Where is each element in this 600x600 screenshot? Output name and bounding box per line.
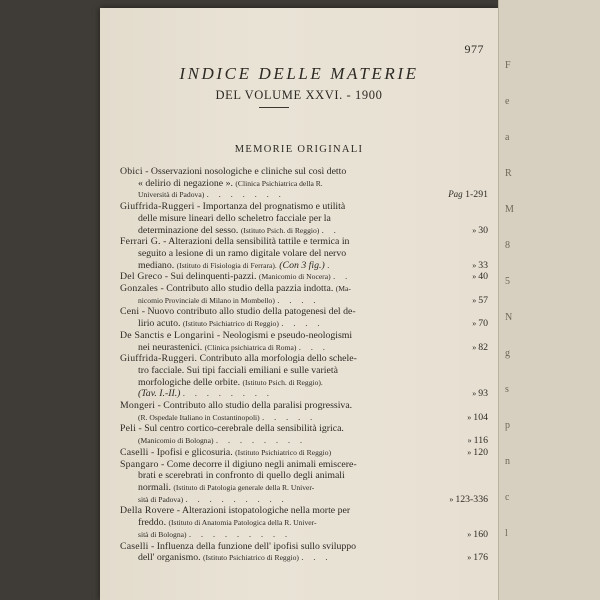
- ditto-mark: »: [467, 436, 474, 446]
- entry-text: - Alterazioni della sensibilità tattile e termica in: [160, 236, 350, 248]
- entry-text: nei neurastenici.: [138, 341, 205, 353]
- entry-text: normali.: [138, 481, 174, 493]
- entry-text: « delirio di negazione ».: [138, 177, 236, 189]
- entry-author: Giuffrida-Ruggeri: [120, 201, 195, 213]
- entry-line: [120, 225, 488, 237]
- entry-author: Ferrari G.: [120, 236, 161, 248]
- entry-line: [120, 236, 488, 248]
- page-prefix: Pag: [448, 189, 463, 200]
- entry-line: [120, 423, 488, 435]
- page-ref-number: 160: [473, 528, 488, 540]
- entry-institution: nicomio Provinciale di Milano in Mombello): [138, 295, 275, 305]
- entry-text: - Neologismi e pseudo-neologismi: [214, 329, 353, 341]
- entry-line: [120, 517, 488, 529]
- entry-line: [120, 412, 488, 424]
- entry-text: seguito a lesione di un ramo digitale volare del nervo: [138, 247, 347, 259]
- entry-author: Ceni: [120, 306, 140, 318]
- entry-line: [120, 213, 488, 225]
- leader-dots: . . . . . . . . .: [185, 494, 288, 504]
- page-ref-number: 82: [478, 341, 488, 353]
- leader-dots: . . . .: [281, 319, 324, 329]
- ditto-mark: »: [472, 272, 479, 282]
- section-heading: MEMORIE ORIGINALI: [234, 144, 364, 155]
- entry-institution: (Istituto Psich. di Reggio): [240, 225, 320, 235]
- entry-institution: (R. Ospedale Italiano in Costantinopoli): [138, 412, 260, 422]
- index-entry: [120, 353, 488, 400]
- entry-line: [120, 178, 488, 190]
- page-number: 977: [464, 42, 484, 56]
- margin-letter: n: [505, 456, 510, 467]
- entry-line: [120, 529, 488, 541]
- entry-institution: sità di Padova): [138, 494, 184, 504]
- entry-institution: (Istituto Psichiatrico di Reggio): [235, 447, 332, 457]
- ditto-mark: »: [467, 553, 474, 563]
- page-ref-number: 57: [478, 294, 488, 306]
- entry-page-ref: [467, 412, 488, 424]
- entry-text: delle misure lineari dello scheletro facciale per la: [138, 212, 331, 224]
- entry-text: brati e scerebrati in confronto di quello degli animali: [138, 470, 345, 482]
- page-ref-number: 1-291: [465, 189, 488, 201]
- index-entry: [120, 330, 488, 353]
- entry-line: [120, 353, 488, 365]
- entry-author: Mongeri: [120, 400, 156, 412]
- entry-institution: (Manicomio di Nocera): [258, 272, 331, 282]
- margin-letter: p: [505, 420, 510, 431]
- entry-text: Contributo alla morfologia dello schele-: [197, 353, 357, 365]
- leader-dots: . .: [333, 272, 352, 282]
- entry-line: [120, 271, 488, 283]
- entry-line: [120, 166, 488, 178]
- entry-institution: (Istituto Psichiatrico di Reggio): [182, 319, 279, 329]
- entry-line: [120, 470, 488, 482]
- ditto-mark: »: [472, 342, 479, 352]
- page-ref-number: 70: [478, 318, 488, 330]
- entry-page-ref: [472, 225, 488, 237]
- entry-text: - Osservazioni nosologiche e cliniche sul così detto: [142, 166, 347, 177]
- entry-line: [120, 342, 488, 354]
- entry-line: [120, 505, 488, 517]
- entry-line: [120, 248, 488, 260]
- margin-letter: F: [505, 60, 511, 71]
- entry-text: tro facciale. Sui tipi facciali emiliani e sulle varietà: [138, 364, 338, 376]
- entry-page-ref: [449, 494, 488, 506]
- index-entry: [120, 423, 488, 446]
- ditto-mark: »: [472, 389, 479, 399]
- entry-text: - Importanza del prognatismo e utilità: [194, 201, 346, 213]
- entry-line: [120, 295, 488, 307]
- entry-institution: (Ma-: [335, 284, 351, 294]
- entry-text: - Nuovo contributo allo studio della patogenesi del de-: [139, 306, 356, 318]
- entry-text: - Ipofisi e glicosuria.: [148, 446, 236, 458]
- margin-letter: 8: [505, 240, 510, 251]
- entry-text: - Contributo allo studio della paralisi progressiva.: [155, 400, 353, 412]
- index-entry: [120, 541, 488, 564]
- entry-line: [120, 494, 488, 506]
- entry-italic-note: (Con 3 fig.): [276, 259, 325, 271]
- margin-letter: M: [505, 204, 514, 215]
- leader-dots: . . . .: [277, 295, 320, 305]
- leader-dots: . .: [321, 225, 340, 235]
- entry-page-ref: [448, 189, 488, 201]
- index-entry: [120, 400, 488, 423]
- margin-letter: N: [505, 312, 513, 323]
- index-entry: [120, 271, 488, 283]
- ditto-mark: »: [472, 260, 479, 270]
- ditto-mark: »: [467, 412, 474, 422]
- margin-letter: g: [505, 348, 510, 359]
- entry-line: [120, 447, 488, 459]
- entry-author: Gonzales: [120, 283, 159, 295]
- margin-letter: l: [505, 528, 508, 539]
- entry-text: morfologiche delle orbite.: [138, 376, 243, 388]
- page-ref-number: 93: [478, 388, 488, 400]
- entry-page-ref: [472, 271, 488, 283]
- entry-page-ref: [472, 260, 488, 272]
- entry-institution: Università di Padova): [138, 190, 205, 200]
- margin-letter: s: [505, 384, 509, 395]
- index-entry: [120, 166, 488, 201]
- entry-page-ref: [472, 318, 488, 330]
- volume-subtitle: DEL VOLUME XXVI. - 1900: [215, 88, 383, 102]
- index-entry: [120, 306, 488, 329]
- entry-institution: (Clinica Psichiatrica della R.: [235, 178, 323, 188]
- entry-text: dell' organismo.: [138, 552, 203, 564]
- page-ref-number: 30: [478, 224, 488, 236]
- margin-letter: 5: [505, 276, 510, 287]
- leader-dots: . . .: [298, 342, 329, 352]
- entry-line: [120, 552, 488, 564]
- entry-author: De Sanctis e Longarini: [120, 329, 215, 341]
- leader-dots: . . . . . . . .: [182, 389, 273, 399]
- entry-page-ref: [472, 342, 488, 354]
- entry-page-ref: [467, 552, 488, 564]
- entry-line: [120, 541, 488, 553]
- ditto-mark: »: [472, 295, 479, 305]
- index-entry: [120, 505, 488, 540]
- entry-line: [120, 482, 488, 494]
- leader-dots: .: [327, 260, 334, 270]
- entry-text: - Contributo allo studio della pazzia indotta.: [158, 283, 336, 295]
- entry-line: [120, 260, 488, 272]
- entry-text: mediano.: [138, 259, 177, 271]
- entry-author: Caselli: [120, 540, 149, 552]
- leader-dots: . . .: [301, 553, 332, 563]
- page-ref-number: 120: [473, 446, 488, 458]
- entry-institution: (Manicomio di Bologna): [138, 436, 214, 446]
- entry-line: [120, 306, 488, 318]
- entry-page-ref: [472, 295, 488, 307]
- entry-line: [120, 330, 488, 342]
- entry-line: [120, 377, 488, 389]
- entry-line: [120, 388, 488, 400]
- ditto-mark: »: [472, 319, 479, 329]
- index-entry: [120, 283, 488, 306]
- index-entry: [120, 201, 488, 236]
- ditto-mark: »: [467, 529, 474, 539]
- page-ref-number: 104: [473, 411, 488, 423]
- entry-author: Peli: [120, 423, 137, 435]
- ditto-mark: »: [472, 225, 479, 235]
- entry-line: [120, 283, 488, 295]
- entry-page-ref: [472, 388, 488, 400]
- entry-text: - Sui delinquenti-pazzi.: [162, 271, 259, 283]
- entry-line: [120, 435, 488, 447]
- entry-page-ref: [467, 529, 488, 541]
- index-title: INDICE DELLE MATERIE: [179, 64, 419, 83]
- page-ref-number: 33: [478, 259, 488, 271]
- leader-dots: . . . . . . .: [206, 190, 285, 200]
- margin-letter: c: [505, 492, 510, 503]
- entry-text: freddo.: [138, 517, 169, 529]
- page-ref-number: 40: [478, 271, 488, 283]
- document-page: [100, 8, 498, 600]
- margin-letter: R: [505, 168, 512, 179]
- page-ref-number: 176: [473, 552, 488, 564]
- entry-author: Obici: [120, 166, 143, 177]
- entry-text: - Come decorre il digiuno negli animali emiscere-: [158, 458, 357, 470]
- entry-text: determinazione del sesso.: [138, 224, 241, 236]
- entry-author: Del Greco: [120, 271, 163, 283]
- entry-author: Caselli: [120, 446, 149, 458]
- entry-text: lirio acuto.: [138, 318, 183, 330]
- entry-institution: (Clinica psichiatrica di Roma): [204, 342, 297, 352]
- entry-institution: (Istituto di Patologia generale della R. Univer-: [173, 482, 315, 492]
- entry-line: [120, 459, 488, 471]
- page-ref-number: 116: [473, 435, 488, 447]
- entry-text: - Alterazioni istopatologiche nella morte per: [174, 505, 351, 517]
- leader-dots: . . . . . . . .: [215, 436, 306, 446]
- margin-letter: e: [505, 96, 510, 107]
- index-entry: [120, 447, 488, 459]
- entry-text: - Sul centro cortico-cerebrale della sensibilità igrica.: [136, 423, 344, 435]
- entry-line: [120, 201, 488, 213]
- ditto-mark: »: [449, 494, 456, 504]
- entry-text: - Influenza della funzione dell' ipofisi sullo sviluppo: [148, 540, 357, 552]
- entry-author: Spangaro: [120, 458, 159, 470]
- page-ref-number: 123-336: [455, 493, 488, 505]
- entry-institution: (Istituto di Anatomia Patologica della R. Univer-: [168, 518, 317, 528]
- entry-line: [120, 365, 488, 377]
- entry-line: [120, 189, 488, 201]
- adjacent-page-edge: [498, 0, 600, 600]
- entry-page-ref: [468, 435, 488, 447]
- index-entry: [120, 459, 488, 506]
- entry-institution: (Istituto Psichiatrico di Reggio): [203, 553, 299, 563]
- entry-institution: (Istituto Psich. di Reggio).: [242, 377, 323, 387]
- entry-page-ref: [467, 447, 488, 459]
- index-entries: [120, 166, 488, 564]
- entry-institution: sità di Bologna): [138, 529, 187, 539]
- margin-letter: a: [505, 132, 510, 143]
- entry-author: Della Rovere: [120, 505, 175, 517]
- leader-dots: . . . . .: [262, 412, 317, 422]
- entry-line: [120, 400, 488, 412]
- index-entry: [120, 236, 488, 271]
- entry-institution: (Istituto di Fisiologia di Ferrara).: [176, 260, 277, 270]
- title-divider: [259, 107, 289, 108]
- entry-line: [120, 318, 488, 330]
- ditto-mark: »: [467, 447, 474, 457]
- entry-italic-note: (Tav. I.-II.): [138, 388, 181, 400]
- leader-dots: . . . . . . . . .: [188, 529, 291, 539]
- entry-author: Giuffrida-Ruggeri.: [120, 353, 198, 365]
